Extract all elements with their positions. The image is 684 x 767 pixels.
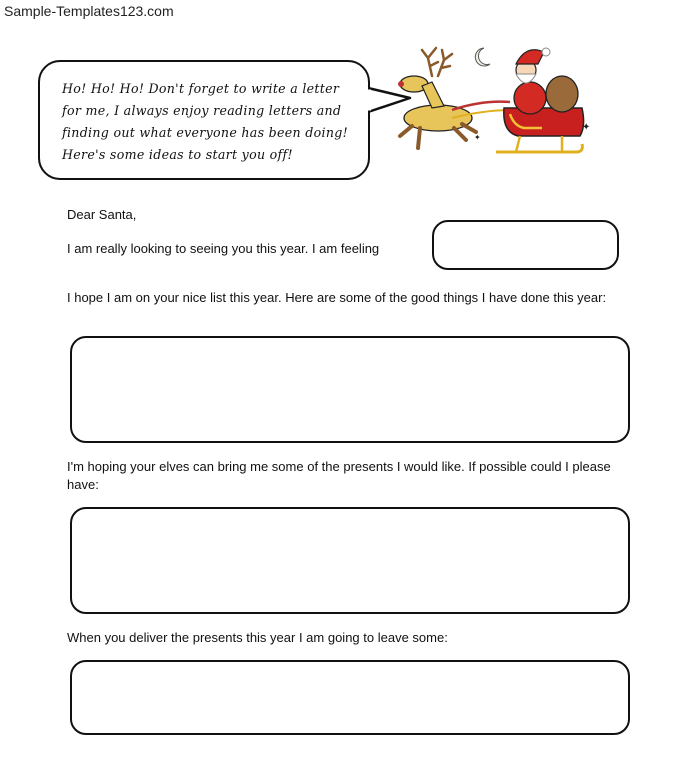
watermark: Sample-Templates123.com	[4, 3, 174, 19]
good-things-prompt: I hope I am on your nice list this year. Here are some of the good things I have done this year:	[67, 290, 607, 305]
svg-text:✦: ✦	[582, 122, 591, 133]
good-things-input[interactable]	[70, 336, 630, 443]
leave-input[interactable]	[70, 660, 630, 735]
leave-prompt: When you deliver the presents this year I am going to leave some:	[67, 630, 448, 645]
santa-sleigh-reindeer-icon	[392, 36, 592, 166]
svg-text:✦: ✦	[474, 133, 481, 142]
feeling-prompt: I am really looking to seeing you this year. I am feeling	[67, 241, 380, 256]
greeting: Dear Santa,	[67, 207, 137, 222]
feeling-input[interactable]	[432, 220, 619, 270]
presents-input[interactable]	[70, 507, 630, 614]
speech-bubble-text: Ho! Ho! Ho! Don't forget to write a letter for me, I always enjoy reading letters and finding out what everyone has been doing! Here's some ideas to start you off!	[62, 81, 348, 162]
presents-prompt: I'm hoping your elves can bring me some of the presents I would like. If possible could I please have:	[67, 459, 611, 492]
